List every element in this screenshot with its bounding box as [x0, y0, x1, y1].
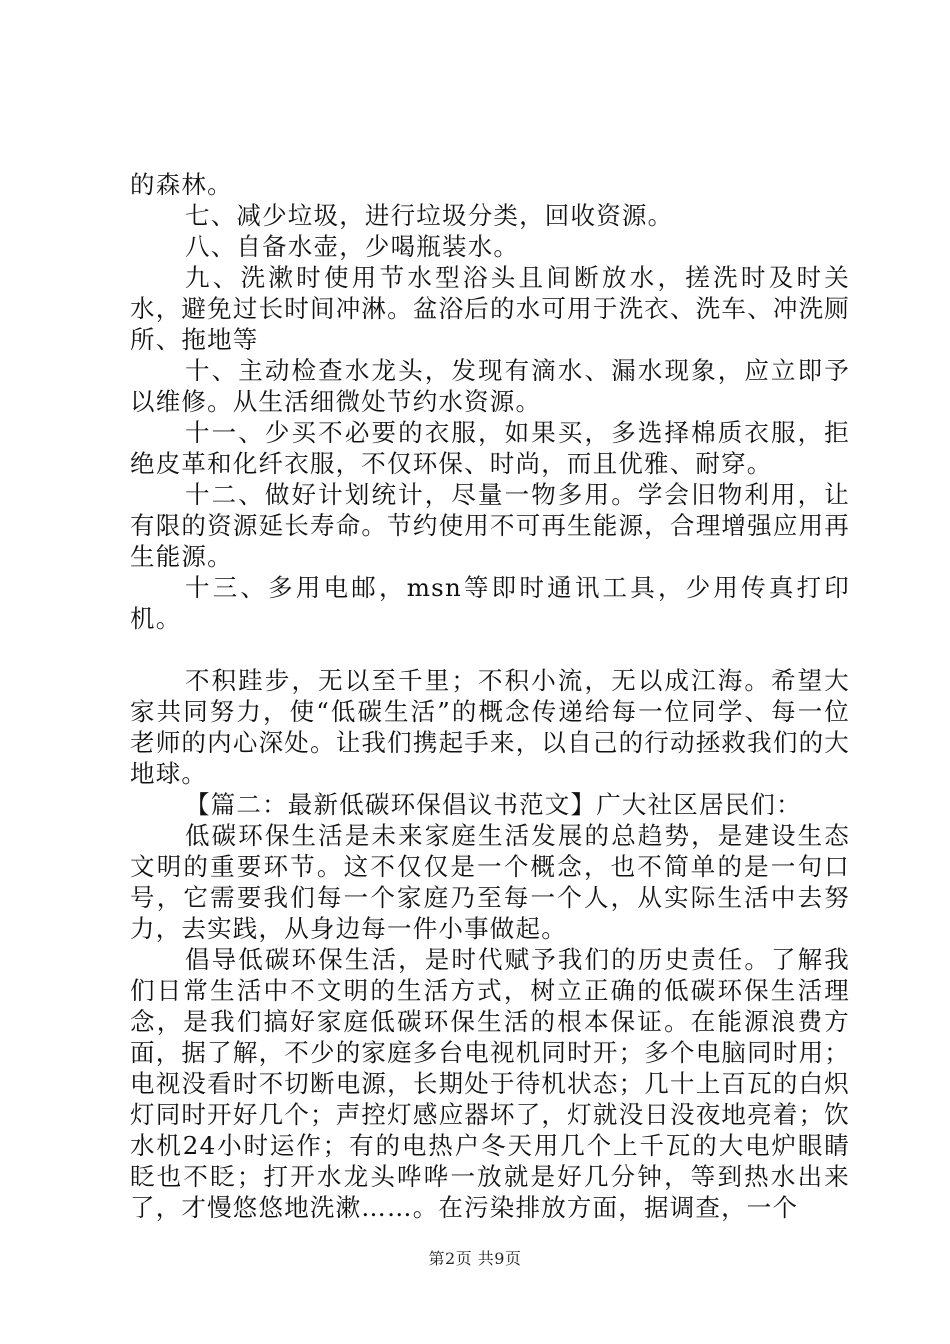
paragraph: 八、自备水壶，少喝瓶装水。 — [185, 232, 520, 261]
blank-line — [130, 634, 850, 665]
document-body — [130, 169, 850, 1223]
paragraph: 倡导低碳环保生活，是时代赋予我们的历史责任。了解我们日常生活中不文明的生活方式，树立正确的低碳环保生活理念，是我们搞好家庭低碳环保生活的根本保证。在能源浪费方面，据了解，不少的家庭多台电视机同时开；多个电脑同时用；电视没看时不切断电源，长期处于待机状态；几十上百瓦的白炽灯同时开好几个；声控灯感应器坏了，灯就没日没夜地亮着；饮水机24小时运作；有的电热户冬天用几个上千瓦的大电炉眼睛眨也不眨；打开水龙头哗哗一放就是好几分钟，等到热水出来了，才慢悠悠地洗漱……。在污染排放方面，据调查，一个 — [130, 945, 850, 1222]
paragraph: 十、主动检查水龙头，发现有滴水、漏水现象，应立即予以维修。从生活细微处节约水资源。 — [130, 356, 850, 416]
paragraph: 低碳环保生活是未来家庭生活发展的总趋势，是建设生态文明的重要环节。这不仅仅是一个概念，也不简单的是一句口号，它需要我们每一个家庭乃至每一个人，从实际生活中去努力，去实践，从身边每一件小事做起。 — [130, 821, 850, 943]
page-footer: 第2页 共9页 — [428, 1249, 522, 1268]
paragraph: 七、减少垃圾，进行垃圾分类，回收资源。 — [185, 201, 674, 230]
paragraph: 十二、做好计划统计，尽量一物多用。学会旧物利用，让有限的资源延长寿命。节约使用不可再生能源，合理增强应用再生能源。 — [130, 480, 850, 571]
paragraph: 九、洗漱时使用节水型浴头且间断放水，搓洗时及时关水，避免过长时间冲淋。盆浴后的水可用于洗衣、洗车、冲洗厕所、拖地等 — [130, 263, 850, 354]
paragraph: 十一、少买不必要的衣服，如果买，多选择棉质衣服，拒绝皮革和化纤衣服，不仅环保、时尚，而且优雅、耐穿。 — [130, 418, 850, 478]
paragraph: 不积跬步，无以至千里；不积小流，无以成江海。希望大家共同努力，使“低碳生活”的概念传递给每一位同学、每一位老师的内心深处。让我们携起手来，以自己的行动拯救我们的大地球。 — [130, 666, 850, 788]
paragraph: 的森林。 — [130, 170, 233, 199]
paragraph: 十三、多用电邮，msn等即时通讯工具，少用传真打印机。 — [130, 573, 850, 633]
paragraph: 【篇二：最新低碳环保倡议书范文】广大社区居民们： — [185, 790, 802, 819]
